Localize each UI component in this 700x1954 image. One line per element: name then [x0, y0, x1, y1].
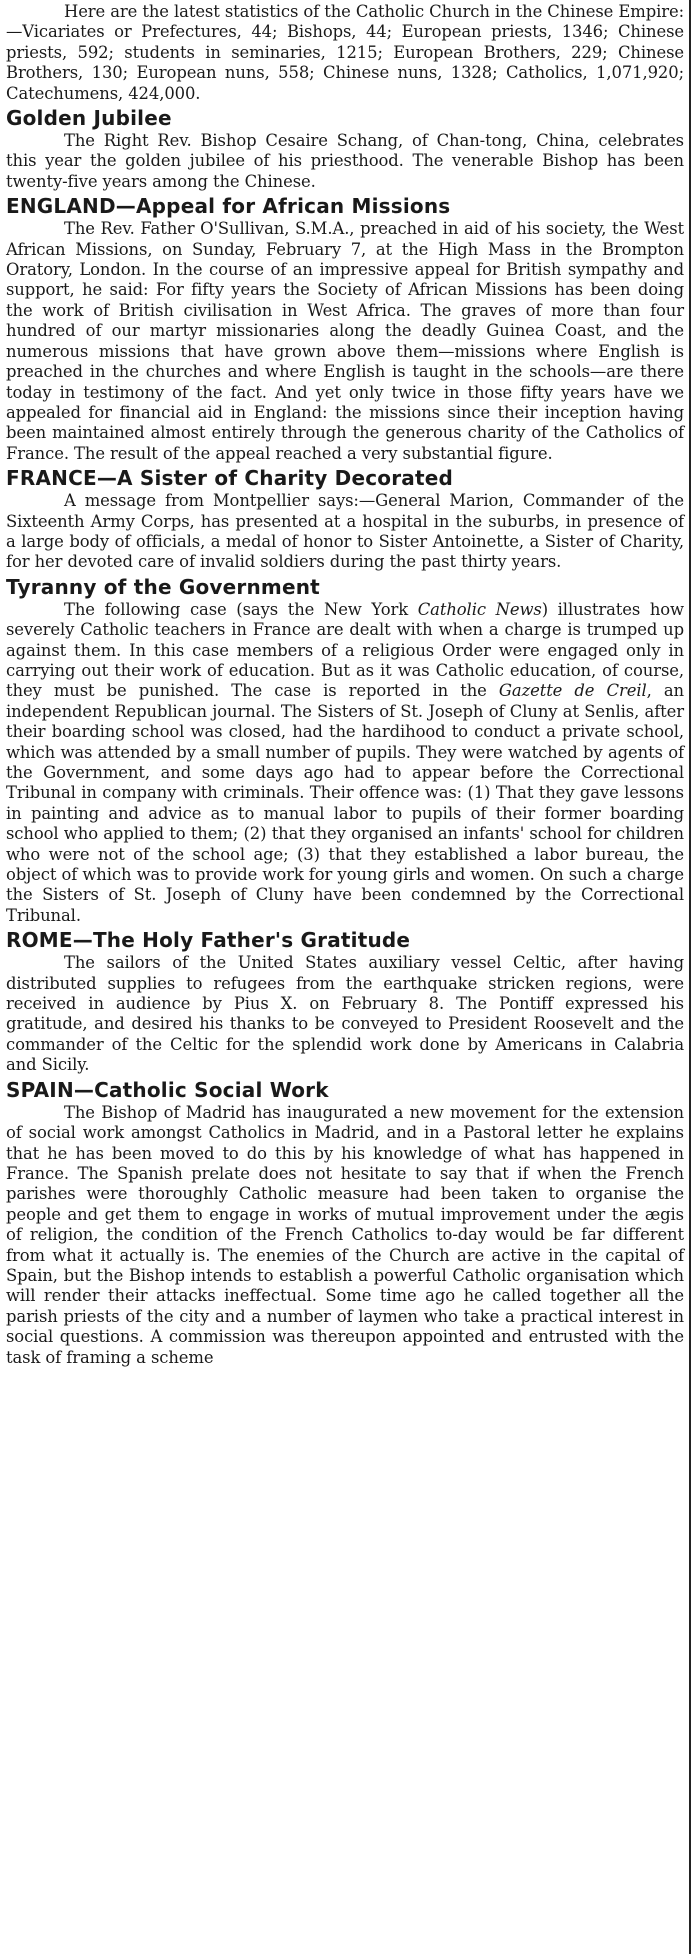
spain-heading: SPAIN—Catholic Social Work	[6, 1077, 329, 1102]
spain-section	[6, 1076, 684, 1368]
spain-paragraph: The Bishop of Madrid has inaugurated a new movement for the extension of social work amongst Catholics in Madrid, and in a Pastoral letter he explains that he has been moved to do this by his knowledge of what has happened in France. The Spanish prelate does not hesitate to say that if when the French parishes were thoroughly Catholic measure had been taken to organise the people and get them to engage in works of mutual improvement under the ægis of religion, the condition of the French Catholics to-day would be far different from what it actually is. The enemies of the Church are active in the capital of Spain, but the Bishop intends to establish a powerful Catholic organisation which will render their attacks ineffectual. Some time ago he called together all the parish priests of the city and a number of laymen who take a practical interest in social questions. A commission was thereupon appointed and entrusted with the task of framing a scheme	[6, 1102, 684, 1367]
france-heading: FRANCE—A Sister of Charity Decorated	[6, 466, 454, 491]
rome-paragraph: The sailors of the United States auxiliary vessel Celtic, after having distributed supplies to refugees from the earthquake stricken regions, were received in audience by Pius X. on February 8. The Pontiff expressed his gratitude, and desired his thanks to be conveyed to President Roosevelt and the commander of the Celtic for the splendid work done by Americans in Calabria and Sicily.	[6, 953, 684, 1075]
rome-heading: ROME—The Holy Father's Gratitude	[6, 928, 411, 953]
france-section	[6, 464, 684, 573]
france-paragraph: A message from Montpellier says:—General Marion, Commander of the Sixteenth Army Corps, has presented at a hospital in the suburbs, in presence of a large body of officials, a medal of honor to Sister Antoinette, a Sister of Charity, for her devoted care of invalid soldiers during the past thirty years.	[6, 491, 684, 572]
england-section	[6, 192, 684, 464]
tyranny-text-2: ) illustrates how severely Catholic teachers in France are dealt with when a charge is trumped up against them. In this case members of a religious Order were engaged only in carrying out their work of education. But as it was Catholic education, of course, they must be punished. The case is reported in the	[6, 599, 684, 701]
golden-jubilee-paragraph: The Right Rev. Bishop Cesaire Schang, of Chan-tong, China, celebrates this year the golden jubilee of his priesthood. The venerable Bishop has been twenty-five years among the Chinese.	[6, 131, 684, 191]
tyranny-text-3: , an independent Republican journal. The Sisters of St. Joseph of Cluny at Senlis, after their boarding school was closed, had the hardihood to conduct a private school, which was attended by a small number of pupils. They were watched by agents of the Government, and some days ago had to appear before the Correctional Tribunal in company with criminals. Their offence was: (1) That they gave lessons in painting and advice as to manual labor to pupils of their former boarding school who applied to them; (2) that they organised an infants' school for children who were not of the school age; (3) that they established a labor bureau, the object of which was to provide work for young girls and women. On such a charge the Sisters of St. Joseph of Cluny have been condemned by the Correctional Tribunal.	[6, 681, 684, 925]
golden-jubilee-heading: Golden Jubilee	[6, 106, 172, 131]
tyranny-paragraph	[6, 600, 684, 927]
catholic-news-title: Catholic News	[417, 599, 542, 619]
tyranny-section	[6, 573, 684, 927]
china-statistics-section	[6, 0, 684, 104]
golden-jubilee-section	[6, 104, 684, 192]
england-heading: ENGLAND—Appeal for African Missions	[6, 194, 451, 219]
england-paragraph: The Rev. Father O'Sullivan, S.M.A., preached in aid of his society, the West African Missions, on Sunday, February 7, at the High Mass in the Brompton Oratory, London. In the course of an impressive appeal for British sympathy and support, he said: For fifty years the Society of African Missions has been doing the work of British civilisation in West Africa. The graves of more than four hundred of our martyr missionaries along the deadly Guinea Coast, and the numerous missions that have grown above them—missions where English is preached in the churches and where English is taught in the schools—are there today in testimony of the fact. And yet only twice in those fifty years have we appealed for financial aid in England: the missions since their inception having been maintained almost entirely through the generous charity of the Catholics of France. The result of the appeal reached a very substantial figure.	[6, 219, 684, 463]
column-rule	[689, 0, 691, 1954]
rome-section	[6, 926, 684, 1075]
china-statistics-paragraph: Here are the latest statistics of the Catholic Church in the Chinese Empire:—Vicariates or Prefectures, 44; Bishops, 44; European priests, 1346; Chinese priests, 592; students in seminaries, 1215; European Brothers, 229; Chinese Brothers, 130; European nuns, 558; Chinese nuns, 1328; Catholics, 1,071,920; Catechumens, 424,000.	[6, 2, 684, 103]
tyranny-text-1: The following case (says the New York	[64, 599, 418, 619]
gazette-de-creil-title: Gazette de Creil	[498, 681, 647, 701]
tyranny-heading: Tyranny of the Government	[6, 574, 320, 599]
